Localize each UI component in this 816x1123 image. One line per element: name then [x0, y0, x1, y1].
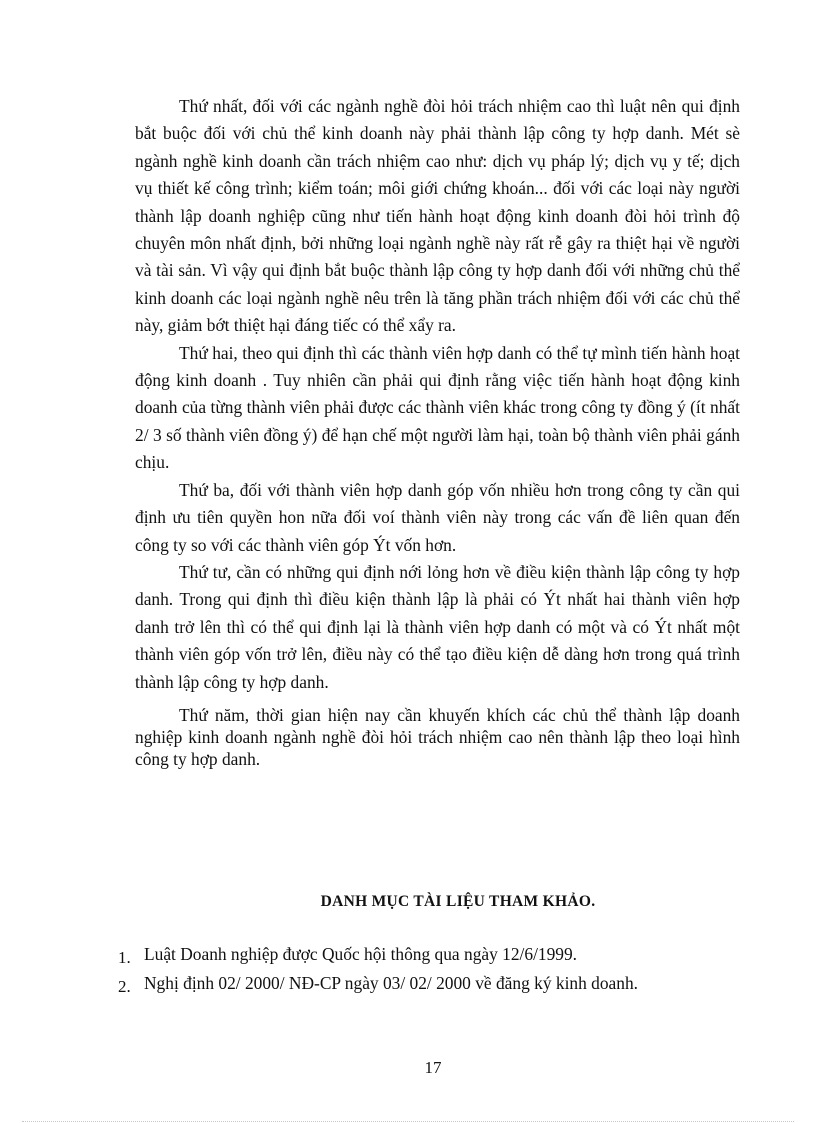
reference-item [118, 969, 758, 998]
reference-text: Nghị định 02/ 2000/ NĐ-CP ngày 03/ 02/ 2000 về đăng ký kinh doanh. [144, 973, 638, 993]
reference-text: Luật Doanh nghiệp được Quốc hội thông qua ngày 12/6/1999. [144, 944, 578, 964]
paragraph-4: Thứ tư, cần có những qui định nới lỏng hơn về điều kiện thành lập công ty hợp danh. Trong qui định thì điều kiện thành lập là phải có Ýt nhất hai thành viên hợp danh trở lên thì có thể qui định lại là thành viên hợp danh có một và có Ýt nhất một thành viên góp vốn trở lên, điều này có thể tạo điều kiện dễ dàng hơn trong quá trình thành lập công ty hợp danh. [135, 561, 740, 692]
page-number: 17 [424, 1058, 442, 1077]
body-text [135, 93, 740, 770]
page-bottom-divider [22, 1121, 794, 1122]
reference-item [118, 940, 758, 969]
paragraph-3: Thứ ba, đối với thành viên hợp danh góp vốn nhiều hơn trong công ty cần qui định ưu tiên quyền hon nữa đối voí thành viên này trong các vấn đề liên quan đến công ty so với các thành viên góp Ýt vốn hơn. [135, 479, 740, 555]
paragraph-5: Thứ năm, thời gian hiện nay cần khuyến khích các chủ thể thành lập doanh nghiệp kinh doanh ngành nghề đòi hỏi trách nhiệm cao nên thành lập theo loại hình công ty hợp danh. [135, 704, 740, 769]
reference-number: 2. [118, 977, 131, 996]
reference-number: 1. [118, 948, 131, 967]
paragraph-1: Thứ nhất, đối với các ngành nghề đòi hỏi trách nhiệm cao thì luật nên qui định bắt buộc đối với chủ thể kinh doanh này phải thành lập công ty hợp danh. Mét sè ngành nghề kinh doanh cần trách nhiệm cao như: dịch vụ pháp lý; dịch vụ y tế; dịch vụ thiết kế công trình; kiểm toán; môi giới chứng khoán... đối với các loại này người thành lập doanh nghiệp cũng như tiến hành hoạt động kinh doanh đòi hỏi trình độ chuyên môn nhất định, bởi những loại ngành nghề này rất rễ gây ra thiệt hại về người và tài sản. Vì vậy qui định bắt buộc thành lập công ty hợp danh đối với những chủ thể kinh doanh các loại ngành nghề nêu trên là tăng phần trách nhiệm đối với các chủ thể này, giảm bớt thiệt hại đáng tiếc có thể xẩy ra. [135, 96, 740, 336]
references-list [118, 940, 758, 998]
paragraph-2: Thứ hai, theo qui định thì các thành viên hợp danh có thể tự mình tiến hành hoạt động kinh doanh . Tuy nhiên cần phải qui định rằng việc tiến hành hoạt động kinh doanh của từng thành viên phải được các thành viên khác trong công ty đồng ý (ít nhất 2/ 3 số thành viên đồng ý) để hạn chế một người làm hại, toàn bộ thành viên phải gánh chịu. [135, 342, 740, 473]
references-title: DANH MỤC TÀI LIỆU THAM KHẢO. [320, 893, 596, 910]
